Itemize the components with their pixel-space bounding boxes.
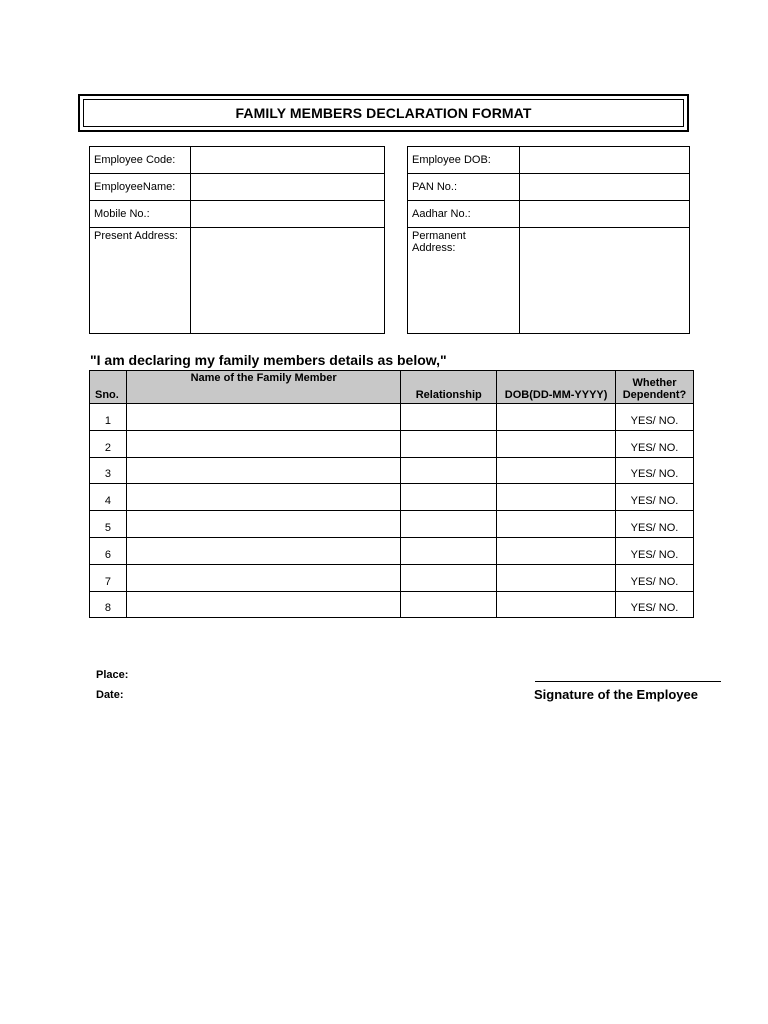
employee-dob-label: Employee DOB: [408, 147, 520, 174]
cell-relationship[interactable] [401, 564, 497, 591]
signature-label: Signature of the Employee [534, 687, 698, 702]
cell-dob[interactable] [497, 484, 616, 511]
pan-no-label: PAN No.: [408, 174, 520, 201]
cell-dob[interactable] [497, 404, 616, 431]
info-row-permanent-address [408, 228, 690, 334]
cell-name[interactable] [126, 511, 400, 538]
cell-dependent[interactable]: YES/ NO. [616, 457, 694, 484]
cell-sno: 5 [90, 511, 127, 538]
cell-dependent[interactable]: YES/ NO. [616, 564, 694, 591]
members-header-row [90, 371, 694, 404]
employee-code-field[interactable] [190, 147, 384, 174]
cell-dependent[interactable]: YES/ NO. [616, 404, 694, 431]
cell-relationship[interactable] [401, 457, 497, 484]
employee-info-right-table [407, 146, 690, 334]
permanent-address-label: Permanent Address: [408, 228, 520, 334]
table-row [90, 511, 694, 538]
cell-name[interactable] [126, 430, 400, 457]
cell-dob[interactable] [497, 511, 616, 538]
cell-sno: 6 [90, 537, 127, 564]
cell-relationship[interactable] [401, 537, 497, 564]
cell-sno: 1 [90, 404, 127, 431]
cell-relationship[interactable] [401, 511, 497, 538]
info-row-employee-name [90, 174, 385, 201]
aadhar-no-label: Aadhar No.: [408, 201, 520, 228]
table-row [90, 591, 694, 618]
info-row-present-address [90, 228, 385, 334]
form-title-box [78, 94, 689, 132]
cell-sno: 4 [90, 484, 127, 511]
header-relationship: Relationship [401, 371, 497, 404]
form-title: FAMILY MEMBERS DECLARATION FORMAT [83, 99, 684, 127]
cell-dependent[interactable]: YES/ NO. [616, 537, 694, 564]
cell-sno: 2 [90, 430, 127, 457]
present-address-field[interactable] [190, 228, 384, 334]
employee-code-label: Employee Code: [90, 147, 191, 174]
cell-relationship[interactable] [401, 591, 497, 618]
family-members-table [89, 370, 694, 618]
cell-dob[interactable] [497, 537, 616, 564]
cell-relationship[interactable] [401, 484, 497, 511]
cell-relationship[interactable] [401, 404, 497, 431]
table-row [90, 537, 694, 564]
header-dob: DOB(DD-MM-YYYY) [497, 371, 616, 404]
cell-dependent[interactable]: YES/ NO. [616, 591, 694, 618]
cell-dob[interactable] [497, 591, 616, 618]
cell-name[interactable] [126, 564, 400, 591]
aadhar-no-field[interactable] [519, 201, 689, 228]
cell-sno: 8 [90, 591, 127, 618]
table-row [90, 564, 694, 591]
table-row [90, 484, 694, 511]
cell-dependent[interactable]: YES/ NO. [616, 511, 694, 538]
info-row-mobile [90, 201, 385, 228]
table-row [90, 430, 694, 457]
table-row [90, 457, 694, 484]
place-label: Place: [96, 669, 129, 681]
info-row-employee-dob [408, 147, 690, 174]
permanent-address-field[interactable] [519, 228, 689, 334]
signature-line[interactable] [535, 681, 721, 682]
present-address-label: Present Address: [90, 228, 191, 334]
cell-dob[interactable] [497, 430, 616, 457]
cell-dependent[interactable]: YES/ NO. [616, 484, 694, 511]
info-row-aadhar [408, 201, 690, 228]
employee-dob-field[interactable] [519, 147, 689, 174]
header-sno: Sno. [90, 371, 127, 404]
mobile-no-field[interactable] [190, 201, 384, 228]
employee-info-left-table [89, 146, 385, 334]
cell-name[interactable] [126, 537, 400, 564]
cell-name[interactable] [126, 591, 400, 618]
cell-dependent[interactable]: YES/ NO. [616, 430, 694, 457]
info-row-pan [408, 174, 690, 201]
info-row-employee-code [90, 147, 385, 174]
mobile-no-label: Mobile No.: [90, 201, 191, 228]
cell-name[interactable] [126, 404, 400, 431]
header-name: Name of the Family Member [126, 371, 400, 404]
cell-sno: 7 [90, 564, 127, 591]
table-row [90, 404, 694, 431]
employee-name-label: EmployeeName: [90, 174, 191, 201]
cell-relationship[interactable] [401, 430, 497, 457]
pan-no-field[interactable] [519, 174, 689, 201]
employee-name-field[interactable] [190, 174, 384, 201]
cell-name[interactable] [126, 484, 400, 511]
header-dependent: Whether Dependent? [616, 371, 694, 404]
cell-sno: 3 [90, 457, 127, 484]
cell-dob[interactable] [497, 457, 616, 484]
declaration-statement: "I am declaring my family members details as below," [90, 352, 447, 368]
date-label: Date: [96, 689, 124, 701]
cell-dob[interactable] [497, 564, 616, 591]
cell-name[interactable] [126, 457, 400, 484]
